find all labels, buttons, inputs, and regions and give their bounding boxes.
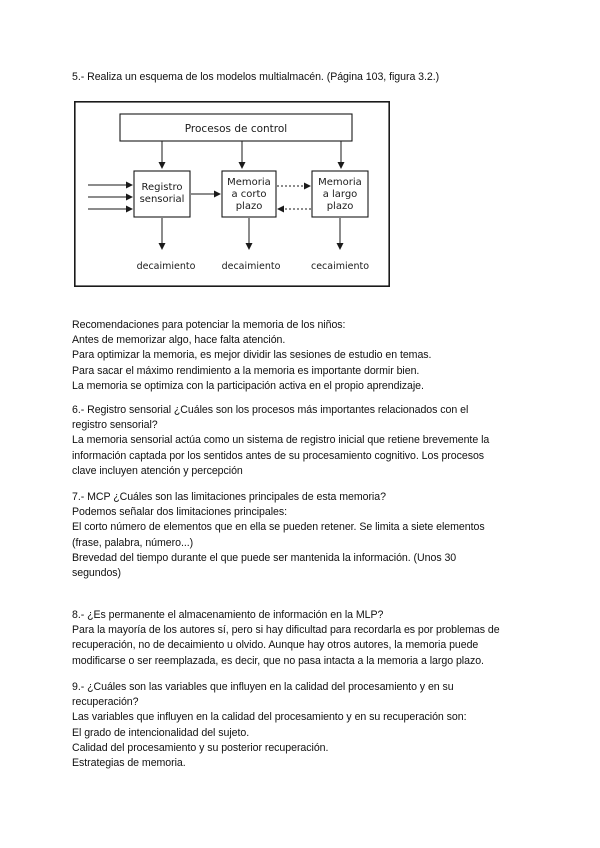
- short-term-memory-label-1: Memoria: [227, 177, 271, 188]
- question-7-answer-line: Brevedad del tiempo durante el que puede ser mantenida la información. (Unos 30: [72, 551, 457, 564]
- sensory-register-label-1: Registro: [141, 182, 183, 193]
- recommendations-section: [72, 318, 532, 394]
- question-8: [72, 608, 532, 669]
- control-processes-label: Procesos de control: [184, 123, 288, 135]
- question-9: [72, 680, 532, 771]
- question-9-answer-line: Las variables que influyen en la calidad del procesamiento y en su recuperación son:: [72, 711, 467, 724]
- recommendation-line: Para sacar el máximo rendimiento a la memoria es importante dormir bien.: [72, 364, 420, 377]
- recommendation-line: Para optimizar la memoria, es mejor dividir las sesiones de estudio en temas.: [72, 349, 432, 362]
- question-7: [72, 490, 532, 581]
- short-term-memory-label-3: plazo: [235, 201, 263, 212]
- question-8-answer-line: modificarse o ser reemplazada, es decir, que no pasa intacta a la memoria a largo plazo.: [72, 654, 484, 667]
- question-6-title: 6.- Registro sensorial ¿Cuáles son los procesos más importantes relacionados con el: [72, 404, 469, 416]
- question-7-answer-line: El corto número de elementos que en ella se pueden retener. Se limita a siete elementos: [72, 521, 485, 534]
- long-term-memory-label-1: Memoria: [318, 177, 362, 188]
- question-6: [72, 403, 532, 479]
- question-9-title: 9.- ¿Cuáles son las variables que influyen en la calidad del procesamiento y en su: [72, 681, 454, 693]
- question-7-title: 7.- MCP ¿Cuáles son las limitaciones principales de esta memoria?: [72, 491, 386, 503]
- question-9-answer-line: Estrategias de memoria.: [72, 757, 186, 770]
- long-term-memory-label-2: a largo: [322, 189, 358, 200]
- question-6-answer-line: La memoria sensorial actúa como un sistema de registro inicial que retiene brevemente la: [72, 434, 490, 447]
- question-6-answer-line: información captada por los sentidos antes de su procesamiento cognitivo. Los procesos: [72, 449, 485, 462]
- question-8-title: 8.- ¿Es permanente el almacenamiento de información en la MLP?: [72, 609, 384, 621]
- decay-label-2: decaimiento: [221, 261, 281, 272]
- question-6-title-cont: registro sensorial?: [72, 419, 158, 432]
- question-9-answer-line: Calidad del procesamiento y su posterior recuperación.: [72, 741, 329, 754]
- long-term-memory-label-3: plazo: [326, 201, 354, 212]
- decay-label-1: decaimiento: [136, 261, 196, 272]
- question-7-answer-line: Podemos señalar dos limitaciones principales:: [72, 506, 288, 519]
- recommendation-line: La memoria se optimiza con la participación activa en el propio aprendizaje.: [72, 379, 424, 392]
- recommendation-line: Antes de memorizar algo, hace falta atención.: [72, 334, 286, 347]
- question-6-answer-line: clave incluyen atención y percepción: [72, 464, 243, 477]
- short-term-memory-label-2: a corto: [231, 189, 267, 200]
- decay-label-3: cecaimiento: [310, 261, 370, 272]
- question-9-answer-line: El grado de intencionalidad del sujeto.: [72, 726, 250, 739]
- question-5: [72, 70, 532, 85]
- question-8-answer-line: recuperación, no de decaimiento u olvido. Aunque hay otros autores, la memoria puede: [72, 639, 479, 652]
- question-8-answer-line: Para la mayoría de los autores sí, pero si hay dificultad para recordarla es por problemas de: [72, 624, 500, 637]
- sensory-register-label-2: sensorial: [139, 194, 185, 205]
- recommendations-heading: Recomendaciones para potenciar la memoria de los niños:: [72, 319, 346, 331]
- multistore-memory-diagram: [74, 101, 390, 287]
- question-9-title-cont: recuperación?: [72, 696, 139, 709]
- question-5-title: 5.- Realiza un esquema de los modelos multialmacén. (Página 103, figura 3.2.): [72, 71, 440, 83]
- question-7-answer-line: (frase, palabra, número...): [72, 536, 194, 549]
- question-7-answer-line: segundos): [72, 567, 122, 580]
